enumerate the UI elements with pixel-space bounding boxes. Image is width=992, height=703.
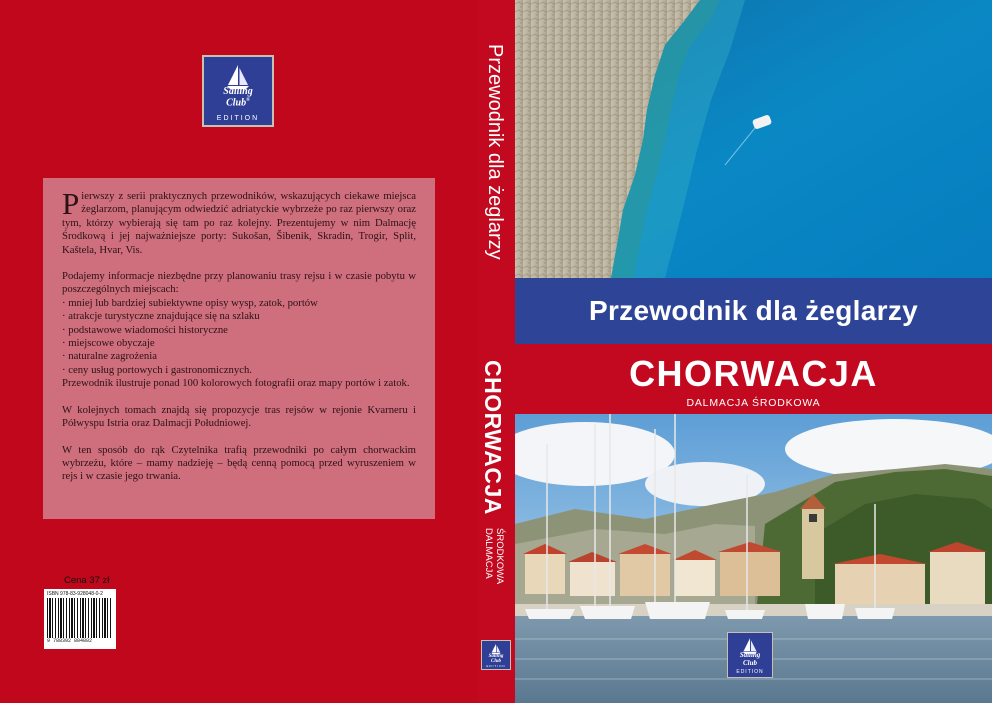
list-item: · ceny usług portowych i gastronomicznych. bbox=[62, 363, 252, 376]
front-country-title: CHORWACJA bbox=[629, 353, 878, 394]
list-item: · miejscowe obyczaje bbox=[62, 337, 155, 350]
spine-country: CHORWACJA bbox=[480, 360, 506, 515]
barcode-bars bbox=[47, 598, 113, 638]
spine-region-line1: DALMACJA bbox=[483, 528, 494, 579]
isbn-number: ISBN 978-83-928048-0-2 bbox=[47, 591, 103, 597]
paragraph-3: W kolejnych tomach znajdą się propozycje tras rejsów w rejonie Kvarneru i Półwyspu Istria oraz Dalmacji Południowej. bbox=[62, 403, 416, 430]
spine-region-line2: ŚRODKOWA bbox=[494, 528, 505, 585]
logo-line1: Sailing bbox=[488, 654, 504, 659]
isbn-barcode bbox=[44, 589, 116, 649]
dropcap: P bbox=[62, 186, 80, 221]
logo-line3: EDITION bbox=[486, 664, 506, 668]
logo-line2: Club bbox=[490, 659, 501, 664]
sailing-club-logo-front bbox=[727, 632, 773, 678]
front-region-subtitle: DALMACJA ŚRODKOWA bbox=[686, 397, 821, 409]
logo-line1: Sailing bbox=[739, 651, 761, 659]
list-item: · mniej lub bardziej subiektywne opisy wysp, zatok, portów bbox=[62, 296, 318, 309]
paragraph-2: Podajemy informacje niezbędne przy planowaniu trasy rejsu i w czasie pobytu w poszczególnych miejscach: · mniej lub bardziej subiektywne opisy wysp, zatok, portów · atrakcje turystyczne znajdujące się na szlaku · podstawowe wiadomości historyczne · miejscowe obyczaje · naturalne zagrożenia · ceny usług portowych i gastronomicznych. Przewodnik ilustruje ponad 100 kolorowych fotografii oraz mapy portów i zatok. bbox=[62, 270, 416, 390]
list-item: · naturalne zagrożenia bbox=[62, 350, 157, 363]
logo-line2: Club® bbox=[226, 97, 250, 109]
front-cover bbox=[515, 0, 992, 703]
price-label: Cena 37 zł bbox=[64, 575, 110, 586]
list-item: · atrakcje turystyczne znajdujące się na szlaku bbox=[62, 310, 260, 323]
paragraph-1: Pierwszy z serii praktycznych przewodników, wskazujących ciekawe miejsca żeglarzom, planującym odwiedzić adriatyckie wybrzeże po raz pierwszy oraz tym, którzy wybierają się tam po raz kolejny. Prezentujemy w nim Dalmację Środkową i jej najważniejsze porty: Sukošan, Šibenik, Skradin, Trogir, Split, Kaštela, Hvar, Vis. bbox=[62, 186, 416, 256]
logo-line3: EDITION bbox=[216, 115, 260, 122]
aerial-coast-photo bbox=[515, 0, 992, 278]
list-item: · podstawowe wiadomości historyczne bbox=[62, 323, 228, 336]
sailing-club-logo-back bbox=[202, 55, 274, 127]
logo-line2: Club bbox=[742, 659, 757, 667]
barcode-digits: 9 788392 804802 bbox=[47, 638, 93, 644]
logo-line3: EDITION bbox=[736, 669, 764, 675]
series-title-band bbox=[515, 278, 992, 344]
front-series-title: Przewodnik dla żeglarzy bbox=[589, 295, 918, 326]
spine-title: Przewodnik dla żeglarzy bbox=[484, 44, 506, 260]
sailing-club-logo-spine bbox=[481, 640, 511, 670]
paragraph-4: W ten sposób do rąk Czytelnika trafią przewodniki po całym chorwackim wybrzeżu, które – mamy nadzieję – będą cenną pomocą przed wyruszeniem w rejs i w czasie jego trwania. bbox=[62, 443, 416, 483]
logo-line1: Sailing bbox=[223, 86, 253, 97]
back-cover-description bbox=[43, 178, 435, 519]
